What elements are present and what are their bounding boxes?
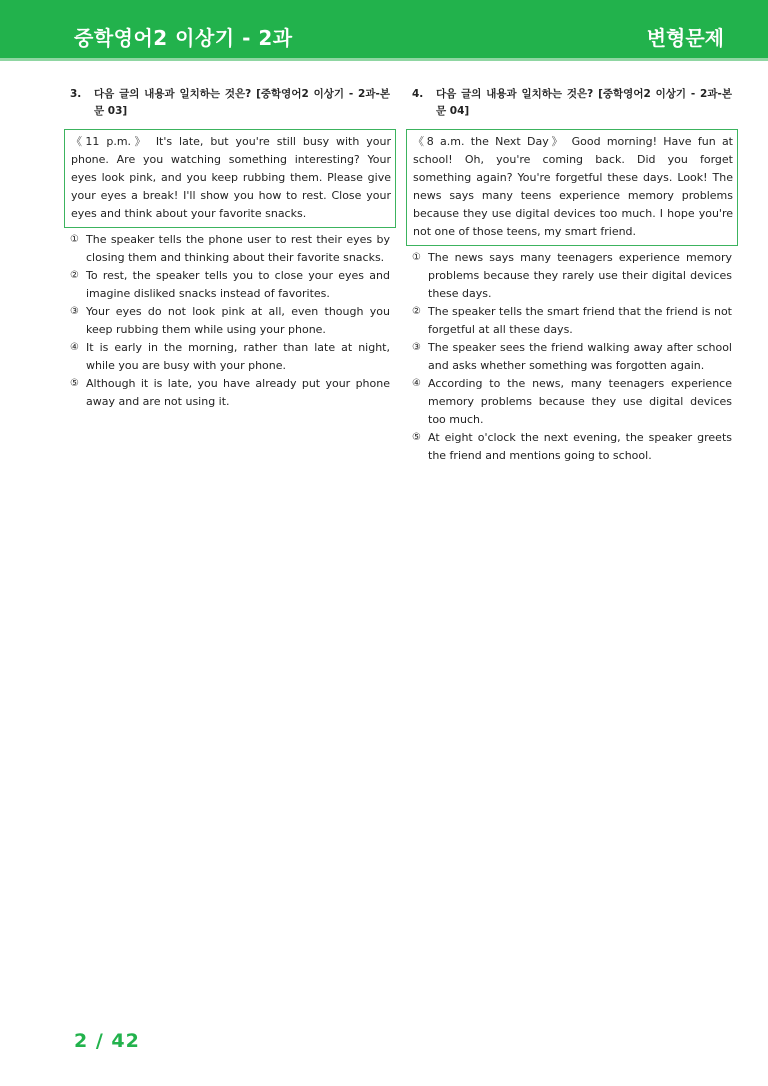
option-4[interactable] — [70, 339, 390, 375]
option-text: At eight o'clock the next evening, the speaker greets the friend and mentions going to school. — [428, 431, 732, 462]
passage-box: 《8 a.m. the Next Day》 Good morning! Have fun at school! Oh, you're coming back. Did you forget something again? You're forgetful these days. Look! The news says many teens experience memory problems because they use digital devices too much. I hope you're not one of those teens, my smart friend. — [406, 129, 738, 246]
question-number: 4. — [412, 88, 424, 100]
question-header — [70, 86, 390, 120]
option-text: Your eyes do not look pink at all, even though you keep rubbing them while using your phone. — [86, 305, 390, 336]
header-divider — [0, 58, 768, 61]
option-5[interactable] — [412, 429, 732, 465]
question-4 — [412, 86, 732, 465]
option-text: Although it is late, you have already put your phone away and are not using it. — [86, 377, 390, 408]
option-text: It is early in the morning, rather than late at night, while you are busy with your phone. — [86, 341, 390, 372]
option-marker: ① — [70, 234, 79, 245]
option-marker: ③ — [70, 306, 79, 317]
option-text: To rest, the speaker tells you to close your eyes and imagine disliked snacks instead of favorites. — [86, 269, 390, 300]
option-text: The speaker tells the phone user to rest their eyes by closing them and thinking about their favorite snacks. — [86, 233, 390, 264]
question-prompt: 다음 글의 내용과 일치하는 것은? [중학영어2 이상기 - 2과-본문 03] — [94, 88, 390, 117]
option-marker: ④ — [70, 342, 79, 353]
question-header — [412, 86, 732, 120]
option-marker: ② — [412, 306, 421, 317]
option-5[interactable] — [70, 375, 390, 411]
passage-box: 《11 p.m.》 It's late, but you're still busy with your phone. Are you watching something interesting? Your eyes look pink, and you keep rubbing them. Please give your eyes a break! I'll show you how to rest. Close your eyes and think about your favorite snacks. — [64, 129, 396, 228]
option-text: The speaker tells the smart friend that the friend is not forgetful at all these days. — [428, 305, 732, 336]
page-header — [0, 0, 768, 58]
answer-options — [70, 231, 390, 411]
option-marker: ④ — [412, 378, 421, 389]
option-marker: ① — [412, 252, 421, 263]
option-3[interactable] — [70, 303, 390, 339]
option-marker: ⑤ — [412, 432, 421, 443]
document-title: 중학영어2 이상기 - 2과 — [74, 26, 293, 50]
option-text: The news says many teenagers experience memory problems because they rarely use their digital devices these days. — [428, 251, 732, 300]
option-marker: ⑤ — [70, 378, 79, 389]
page-number: 2 / 42 — [74, 1030, 140, 1052]
question-prompt: 다음 글의 내용과 일치하는 것은? [중학영어2 이상기 - 2과-본문 04] — [436, 88, 732, 117]
option-marker: ② — [70, 270, 79, 281]
question-3 — [70, 86, 390, 411]
option-marker: ③ — [412, 342, 421, 353]
option-1[interactable] — [70, 231, 390, 267]
option-2[interactable] — [412, 303, 732, 339]
option-text: The speaker sees the friend walking away after school and asks whether something was forgotten again. — [428, 341, 732, 372]
option-4[interactable] — [412, 375, 732, 429]
option-1[interactable] — [412, 249, 732, 303]
option-text: According to the news, many teenagers experience memory problems because they use digital devices too much. — [428, 377, 732, 426]
answer-options — [412, 249, 732, 465]
question-number: 3. — [70, 88, 82, 100]
section-label: 변형문제 — [646, 26, 724, 50]
option-3[interactable] — [412, 339, 732, 375]
option-2[interactable] — [70, 267, 390, 303]
